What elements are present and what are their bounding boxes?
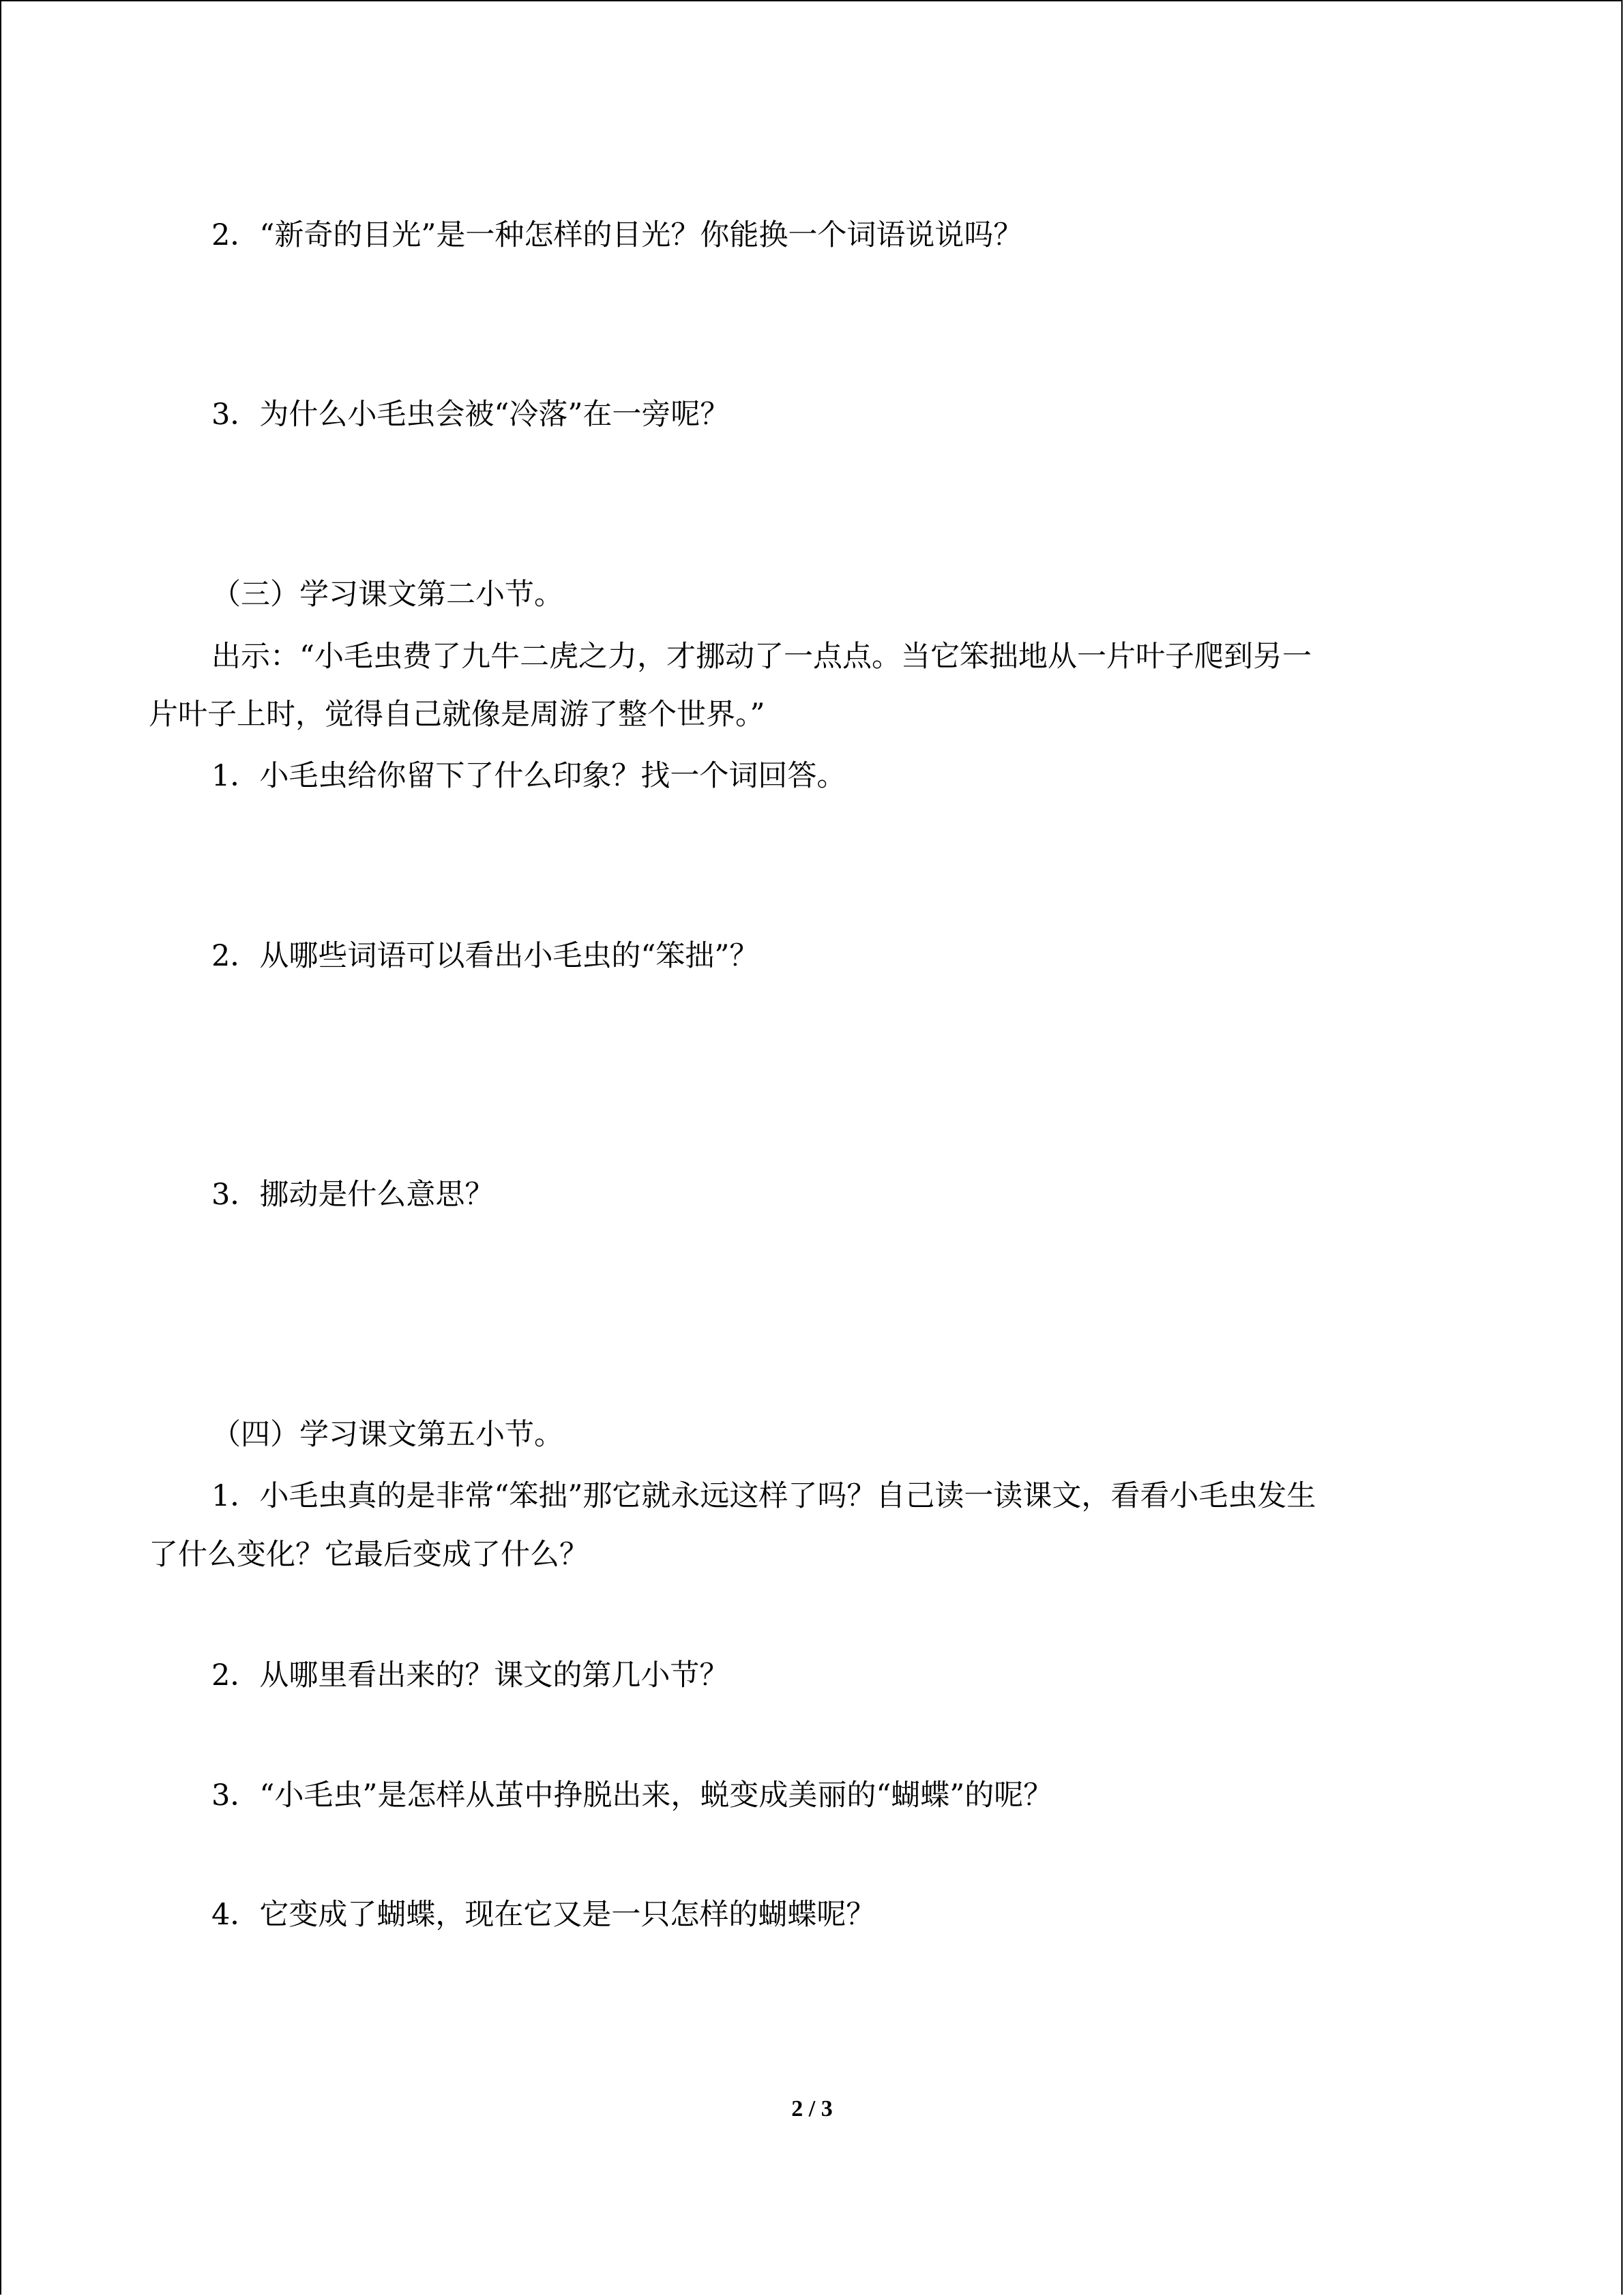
section-heading: （三）学习课文第二小节。	[211, 578, 563, 612]
question-line: 3．为什么小毛虫会被“冷落”在一旁呢？	[211, 398, 730, 432]
question-line: 4．它变成了蝴蝶，现在它又是一只怎样的蝴蝶呢？	[211, 1898, 876, 1932]
question-line: 2．“新奇的目光”是一种怎样的目光？你能换一个词语说说吗？	[211, 218, 1023, 252]
question-line: 3．挪动是什么意思？	[211, 1178, 494, 1212]
question-line: 1．小毛虫给你留下了什么印象？找一个词回答。	[211, 759, 846, 793]
quote-line: 片叶子上时，觉得自己就像是周游了整个世界。”	[149, 698, 765, 732]
question-line: 3．“小毛虫”是怎样从茧中挣脱出来，蜕变成美丽的“蝴蝶”的呢？	[211, 1778, 1053, 1813]
quote-line: 出示：“小毛虫费了九牛二虎之力，才挪动了一点点。当它笨拙地从一片叶子爬到另一	[211, 640, 1312, 674]
question-line: 2．从哪些词语可以看出小毛虫的“笨拙”？	[211, 939, 759, 973]
page-number: 2 / 3	[791, 2096, 833, 2121]
question-line: 了什么变化？它最后变成了什么？	[149, 1538, 589, 1572]
section-heading: （四）学习课文第五小节。	[211, 1418, 563, 1452]
question-line: 2．从哪里看出来的？课文的第几小节？	[211, 1658, 729, 1693]
question-line: 1．小毛虫真的是非常“笨拙”那它就永远这样了吗？自己读一读课文，看看小毛虫发生	[211, 1479, 1316, 1513]
